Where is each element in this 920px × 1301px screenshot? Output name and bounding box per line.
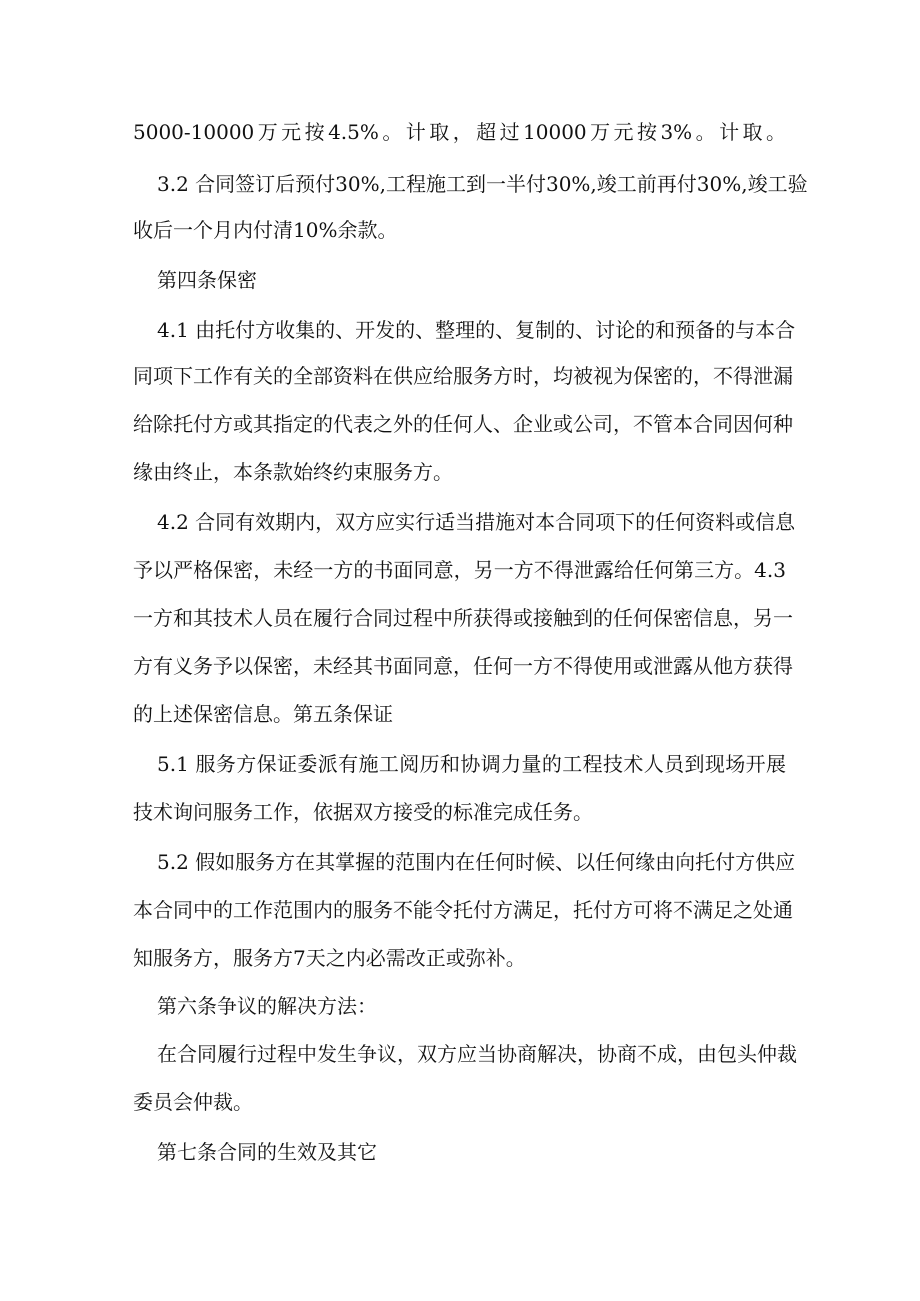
text-line: 4.2 合同有效期内，双方应实行适当措施对本合同项下的任何资料或信息 xyxy=(157,510,796,534)
text-line: 3.2 合同签订后预付30%,工程施工到一半付30%,竣工前再付30%,竣工验 xyxy=(157,172,808,196)
section-heading: 第四条保密 xyxy=(157,268,257,292)
text-line: 5.1 服务方保证委派有施工阅历和协调力量的工程技术人员到现场开展 xyxy=(157,752,786,776)
text-line: 的上述保密信息。第五条保证 xyxy=(133,702,393,726)
text-line: 予以严格保密，未经一方的书面同意，另一方不得泄露给任何第三方。4.3 xyxy=(133,558,786,582)
text-line: 收后一个月内付清10%余款。 xyxy=(133,218,398,242)
text-line: 在合同履行过程中发生争议，双方应当协商解决，协商不成，由包头仲裁 xyxy=(157,1042,797,1066)
text-line: 技术询问服务工作，依据双方接受的标准完成任务。 xyxy=(133,800,593,824)
text-line: 本合同中的工作范围内的服务不能令托付方满足，托付方可将不满足之处通 xyxy=(133,898,793,922)
text-line: 5000-10000万元按4.5%。计取，超过10000万元按3%。计取。 xyxy=(133,120,786,144)
text-line: 一方和其技术人员在履行合同过程中所获得或接触到的任何保密信息，另一 xyxy=(133,606,793,630)
text-line: 方有义务予以保密，未经其书面同意，任何一方不得使用或泄露从他方获得 xyxy=(133,654,793,678)
section-heading: 第六条争议的解决方法： xyxy=(157,994,377,1018)
text-line: 同项下工作有关的全部资料在供应给服务方时，均被视为保密的，不得泄漏 xyxy=(133,364,793,388)
text-line: 5.2 假如服务方在其掌握的范围内在任何时候、以任何缘由向托付方供应 xyxy=(157,850,796,874)
text-line: 委员会仲裁。 xyxy=(133,1090,253,1114)
text-line: 知服务方，服务方7天之内必需改正或弥补。 xyxy=(133,946,526,970)
section-heading: 第七条合同的生效及其它 xyxy=(157,1140,377,1164)
text-line: 4.1 由托付方收集的、开发的、整理的、复制的、讨论的和预备的与本合 xyxy=(157,318,796,342)
text-line: 给除托付方或其指定的代表之外的任何人、企业或公司，不管本合同因何种 xyxy=(133,412,793,436)
text-line: 缘由终止，本条款始终约束服务方。 xyxy=(133,460,453,484)
